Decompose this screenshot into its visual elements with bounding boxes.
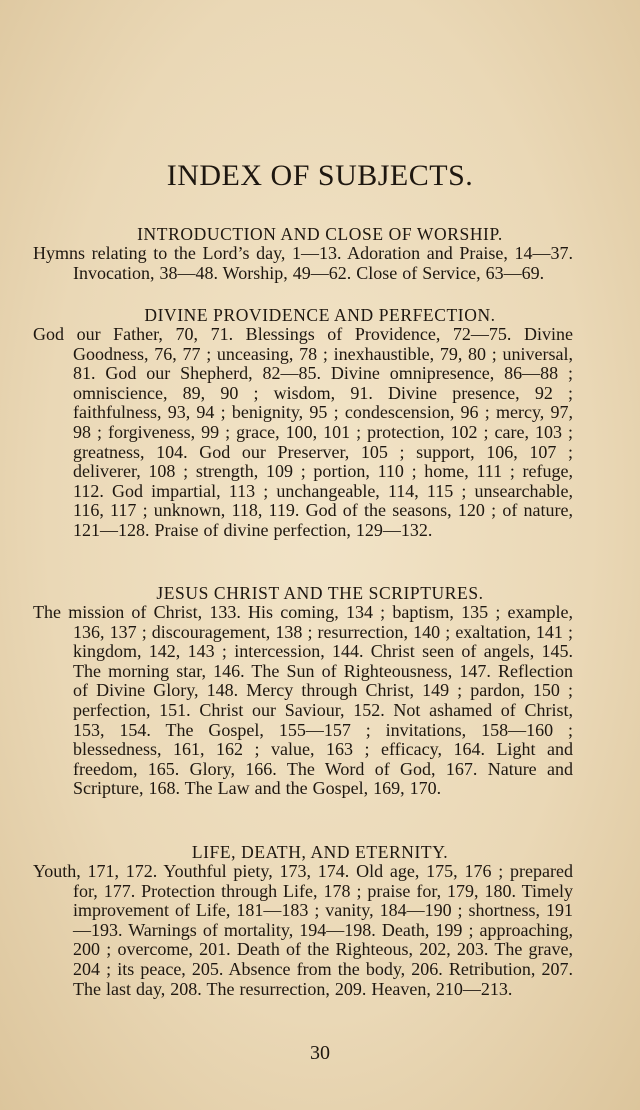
section-heading: JESUS CHRIST AND THE SCRIPTURES.: [156, 583, 484, 603]
section-heading: INTRODUCTION AND CLOSE OF WORSHIP.: [137, 224, 503, 244]
section-heading: DIVINE PROVIDENCE AND PERFECTION.: [144, 305, 496, 325]
section-divine-providence-and-perfection: [33, 305, 573, 541]
section-entries: The mission of Christ, 133. His coming, 134 ; baptism, 135 ; example, 136, 137 ; discouragement, 138 ; resurrection, 140 ; exaltation, 141 ; kingdom, 142, 143 ; intercession, 144. Christ seen of angels, 145. The morning star, 146. The Sun of Righteousness, 147. Reflection of Divine Glory, 148. Mercy through Christ, 149 ; pardon, 150 ; perfection, 151. Christ our Saviour, 152. Not ashamed of Christ, 153, 154. The Gospel, 155—157 ; invitations, 158—160 ; blessedness, 161, 162 ; value, 163 ; efficacy, 164. Light and freedom, 165. Glory, 166. The Word of God, 167. Nature and Scripture, 168. The Law and the Gospel, 169, 170.: [33, 602, 573, 799]
section-life-death-and-eternity: [33, 842, 573, 999]
section-introduction-and-close-of-worship: [33, 224, 573, 283]
section-entries: Youth, 171, 172. Youthful piety, 173, 174. Old age, 175, 176 ; prepared for, 177. Protection through Life, 178 ; praise for, 179, 180. Timely improvement of Life, 181—183 ; vanity, 184—190 ; shortness, 191—193. Warnings of mortality, 194—198. Death, 199 ; approaching, 200 ; overcome, 201. Death of the Righteous, 202, 203. The grave, 204 ; its peace, 205. Absence from the body, 206. Retribution, 207. The last day, 208. The resurrection, 209. Heaven, 210—213.: [33, 861, 573, 999]
page-title: INDEX OF SUBJECTS.: [166, 159, 474, 192]
section-jesus-christ-and-the-scriptures: [33, 583, 573, 799]
section-entries: Hymns relating to the Lord’s day, 1—13. Adoration and Praise, 14—37. Invocation, 38—48. Worship, 49—62. Close of Service, 63—69.: [33, 243, 573, 283]
section-heading: LIFE, DEATH, AND ETERNITY.: [191, 842, 449, 862]
section-entries: God our Father, 70, 71. Blessings of Providence, 72—75. Divine Goodness, 76, 77 ; unceasing, 78 ; inexhaustible, 79, 80 ; universal, 81. God our Shepherd, 82—85. Divine omnipresence, 86—88 ; omniscience, 89, 90 ; wisdom, 91. Divine presence, 92 ; faithfulness, 93, 94 ; benignity, 95 ; condescension, 96 ; mercy, 97, 98 ; forgiveness, 99 ; grace, 100, 101 ; protection, 102 ; care, 103 ; greatness, 104. God our Preserver, 105 ; support, 106, 107 ; deliverer, 108 ; strength, 109 ; portion, 110 ; home, 111 ; refuge, 112. God impartial, 113 ; unchangeable, 114, 115 ; unsearchable, 116, 117 ; unknown, 118, 119. God of the seasons, 120 ; of nature, 121—128. Praise of divine perfection, 129—132.: [33, 324, 573, 540]
page-number: 30: [310, 1042, 330, 1064]
